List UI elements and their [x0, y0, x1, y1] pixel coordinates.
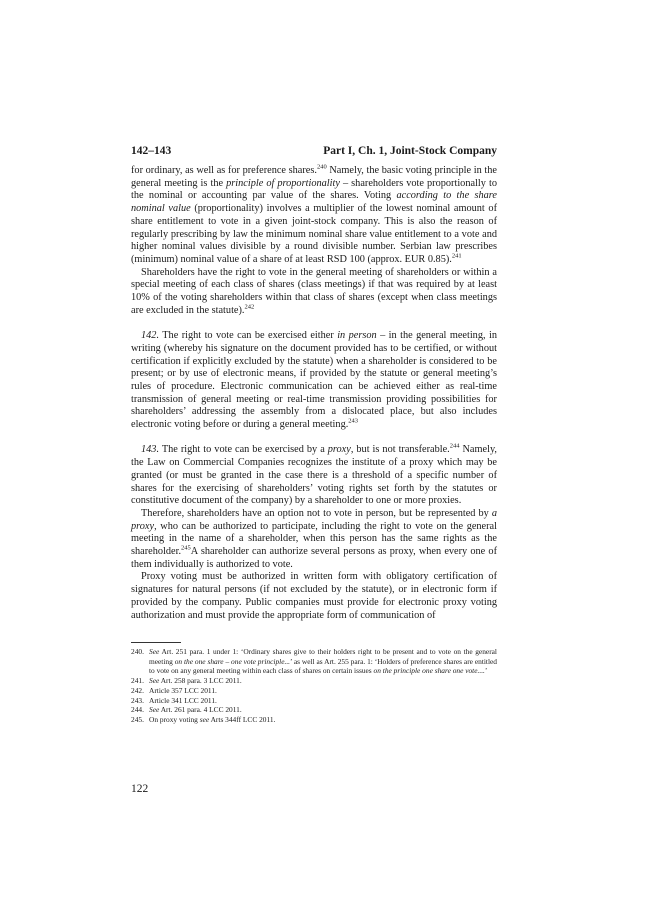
running-header — [131, 143, 497, 159]
header-paragraph-range: 142–143 — [131, 145, 172, 157]
paragraph-proxy-representation: Therefore, shareholders have an option not to vote in person, but be represented by a proxy, who can be authorized to participate, including the right to vote on the general meeting in the name of a shareholder, when this person has the same rights as the shareholder.$^{245}$A shareholder can authorize several persons as proxy, when every one of them individually is authorized to vote. — [131, 507, 497, 570]
footnote-241: 241. See Art. 258 para. 3 LCC 2011. — [131, 676, 242, 686]
footnote-243: 243. Article 341 LCC 2011. — [131, 695, 217, 705]
footnote-separator — [131, 642, 181, 643]
footnote-ref-243[interactable]: 243 — [348, 417, 359, 425]
page-number: 122 — [131, 783, 149, 795]
header-chapter-title: Part I, Ch. 1, Joint-Stock Company — [323, 145, 497, 157]
body-text — [131, 165, 497, 622]
paragraph-voting-principle: for ordinary, as well as for preference shares.$^{240}$ Namely, the basic voting principle in the general meeting is the principle of proportionality – shareholders vote proportionally to the nominal or accounting par value of the shares. Voting according to the share nominal value (proportionality) involves a multiplier of the lowest nominal amount of share entitlement to vote in a given joint-stock company. This is also the reason of regularly prescribing by law the minimum nominal share value entitlement to a vote and higher nominal values divisible by a round divisible number. Serbian law prescribes (minimum) nominal value of a share of at least RSD 100 (approx. EUR 0.85).$^{241}$ — [131, 163, 497, 265]
footnotes — [131, 647, 497, 725]
footnote-244: 244. See Art. 261 para. 4 LCC 2011. — [131, 705, 242, 715]
footnote-ref-241[interactable]: 241 — [451, 252, 462, 260]
paragraph-proxy-authorization: Proxy voting must be authorized in written form with obligatory certification of signatures for natural persons (if not excluded by the statute), or in electronic form if provided by the company. Public companies must provide for electronic proxy voting authorization and must provide the appropriate form of communication of — [131, 571, 497, 621]
paragraph-number-142: 142. — [141, 330, 160, 342]
paragraph-143: 143. The right to vote can be exercised by a proxy, but is not transferable.$^{244}$ Namely, the Law on Commercial Companies recognizes the institute of a proxy which may be granted (or must be granted in the case there is a threshold of a specific number of shares for the exercising of shareholders’ voting rights set forth by the statutes or constitutive document of the company) by a shareholder to one or more proxies. — [131, 443, 497, 507]
paragraph-class-meetings: Shareholders have the right to vote in the general meeting of shareholders or within a special meeting of each class of shares (class meetings) if that was required by at least 10% of the voting shareholders within that class of shares (except when class meetings are excluded in the statute).$^{242}$ — [131, 266, 497, 316]
footnote-245: 245. On proxy voting see Arts 344ff LCC 2011. — [131, 714, 276, 724]
paragraph-142: 142. The right to vote can be exercised either in person – in the general meeting, in writing (whereby his signature on the document provided has to be certified, or without certification if explicitly excluded by the statute) when a shareholder is considered to be present; or by use of electronic means, if provided by the statute or general meeting’s rules of procedure. Electronic communication can be achieved either as real-time transmission of general meeting or real-time transmission providing possibilities for shareholders’ addressing the assembly from a dislocated place, but also includes electronic voting before or during a general meeting.$^{243}$ — [131, 330, 497, 431]
footnote-240: 240. See Art. 251 para. 1 under 1: ‘Ordinary shares give to their holders right to be present and to vote on the general meeting on the one share – one vote principle...’ as well as Art. 255 para. 1: ‘Holders of preference shares are entitled to vote on any general meeting within each class of shares on certain issues on the principle one share one vote....’ — [131, 647, 498, 676]
paragraph-number-143: 143. — [141, 444, 160, 456]
footnote-ref-244[interactable]: 244 — [449, 443, 460, 451]
footnote-242: 242. Article 357 LCC 2011. — [131, 685, 217, 695]
footnote-ref-245[interactable]: 245 — [181, 544, 191, 552]
footnote-ref-242[interactable]: 242 — [244, 303, 255, 311]
footnote-ref-240[interactable]: 240 — [316, 163, 327, 171]
